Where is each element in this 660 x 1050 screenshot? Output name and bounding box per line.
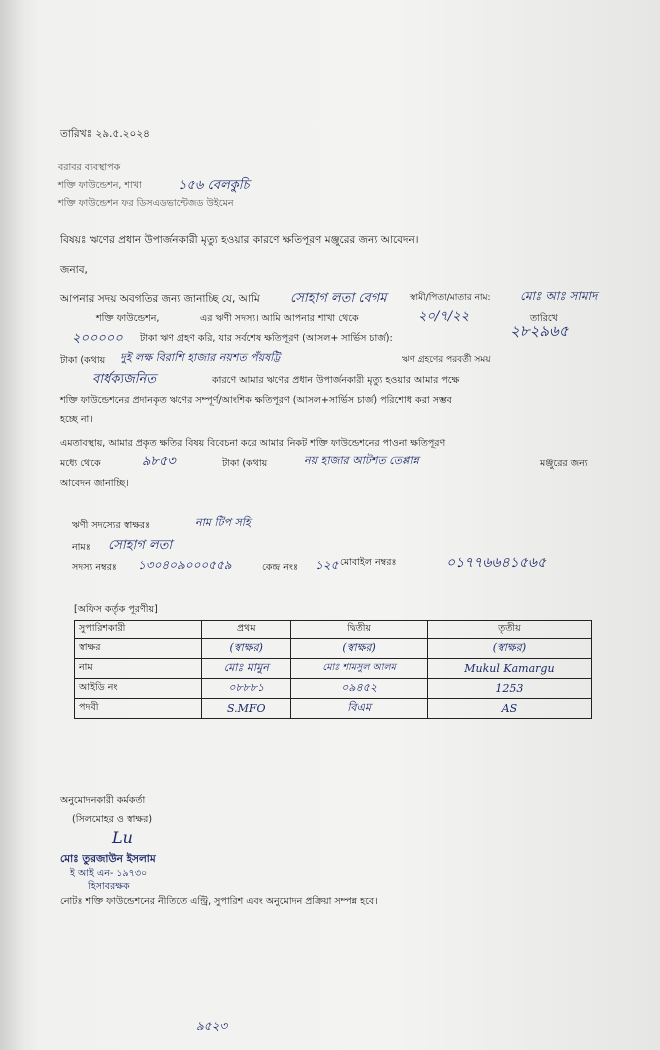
salutation: জনাব, — [60, 264, 88, 276]
id-cell: ০৮৮৮১ — [202, 679, 291, 699]
table-row — [75, 699, 592, 719]
body-text: শক্তি ফাউন্ডেশন, — [96, 313, 160, 324]
footer-note: নোটঃ শক্তি ফাউন্ডেশনের নীতিতে এন্ট্রি, সুপারিশ এবং অনুমোদন প্রক্রিয়া সম্পন্ন হবে। — [60, 896, 378, 907]
id-cell: 1253 — [427, 679, 591, 699]
body-text: আপনার সদয় অবগতির জন্য জানাচ্ছি যে, আমি — [60, 293, 260, 305]
loan-amount-hw: ২০০০০০ — [72, 331, 123, 346]
approver-label: অনুমোদনকারী কর্মকর্তা — [60, 795, 146, 806]
center-no-hw: ১২৫ — [315, 558, 339, 572]
table-row — [75, 639, 592, 659]
reason-hw: বার্ধক্যজনিত — [92, 372, 157, 387]
to-line-1: বরাবর ব্যবস্থাপক — [58, 162, 121, 173]
mobile-hw: ০১৭৭৬৬৪১৫৬৫ — [446, 555, 547, 571]
body-text: হচ্ছে না। — [60, 414, 93, 425]
para2-mid: টাকা (কথায় — [222, 458, 268, 469]
para2-pre: মধ্যে থেকে — [60, 458, 101, 469]
signature-cell: (স্বাক্ষর) — [427, 639, 591, 659]
designation-cell: S.MFO — [202, 699, 291, 719]
mobile-label: মোবাইল নম্বরঃ — [340, 557, 397, 568]
member-name-label: নামঃ — [72, 542, 91, 553]
stamp-name: মোঃ তুরজাউন ইসলাম — [60, 853, 156, 865]
para2-line-1: এমতাবস্থায়, আমার প্রকৃত ক্ষতির বিষয় বিবেচনা করে আমার নিকট শক্তি ফাউন্ডেশনের পাওনা ক্ষতিপূরণ — [60, 438, 446, 449]
row-label: পদবী — [75, 699, 202, 719]
claim-words-hw: নয় হাজার আটশত তেপ্পান্ন — [304, 454, 419, 467]
designation-cell: AS — [427, 699, 591, 719]
total-due-hw: ২৮২৯৬৫ — [510, 322, 569, 340]
husband-name-hw: মোঃ আঃ সামাদ — [520, 289, 598, 303]
id-cell: ০৯৪৫২ — [291, 679, 427, 699]
stamp-role: হিসাবরক্ষক — [88, 881, 130, 892]
body-text: টাকা ঋণ গ্রহণ করি, যার সর্বশেষ ক্ষতিপূরণ (আসল+ সার্ভিস চার্জ): — [140, 333, 393, 344]
body-text: কারণে আমার ঋণের প্রধান উপার্জনকারী মৃত্যু হওয়ার আমার পক্ষে — [212, 375, 460, 386]
member-no-label: সদস্য নম্বরঃ — [72, 562, 117, 573]
row-label: নাম — [75, 659, 202, 679]
member-name-hw: সোহাগ লতা — [108, 538, 173, 553]
body-text: এর ঋণী সদস্য। আমি আপনার শাখা থেকে — [200, 313, 359, 324]
row-label: আইডি নং — [75, 679, 202, 699]
member-no-hw: ১৩০৪০৯০০০৫৫৯ — [138, 558, 232, 572]
member-sign-label: ঋণী সদস্যের স্বাক্ষরঃ — [72, 520, 151, 531]
approver-initials: Lu — [112, 828, 133, 847]
name-cell: মোঃ শামসুল আলম — [291, 659, 427, 679]
approver-sub: (সিলমোহর ও স্বাক্ষর) — [72, 814, 153, 825]
table-header-cell: তৃতীয় — [427, 621, 591, 639]
office-use-label: [অফিস কর্তৃক পূরণীয়] — [74, 604, 158, 615]
row-label: স্বাক্ষর — [75, 639, 202, 659]
signature-cell: (স্বাক্ষর) — [291, 639, 427, 659]
table-row — [75, 659, 592, 679]
body-text: তারিখে — [530, 313, 558, 324]
table-header-row — [75, 621, 592, 639]
amount-words-hw: দুই লক্ষ বিরাশি হাজার নয়শত পঁয়ষট্টি — [120, 351, 281, 364]
table-header-cell: প্রথম — [202, 621, 291, 639]
subject-line: বিষয়ঃ ঋণের প্রধান উপার্জনকারী মৃত্যু হওয়ার কারণে ক্ষতিপূরণ মঞ্জুরের জন্য আবেদন। — [60, 234, 419, 246]
table-header-cell: দ্বিতীয় — [291, 621, 427, 639]
applicant-name-hw: সোহাগ লতা বেগম — [290, 291, 387, 306]
para2-post: মঞ্জুরের জন্য — [540, 458, 588, 469]
signature-cell: (স্বাক্ষর) — [202, 639, 291, 659]
date-line: তারিখঃ ২৯.৫.২০২৪ — [60, 128, 150, 140]
to-line-2: শক্তি ফাউন্ডেশন, শাখা — [58, 180, 142, 191]
scan-shadow — [0, 0, 26, 1050]
center-no-label: কেন্দ্র নংঃ — [262, 562, 299, 573]
to-line-3: শক্তি ফাউন্ডেশন ফর ডিসএডভান্টেজড উইমেন — [58, 198, 234, 209]
body-text: শক্তি ফাউন্ডেশনের প্রদানকৃত ঋণের সম্পূর্ণ/আংশিক ক্ষতিপূরণ (আসল+সার্ভিস চার্জ) পরিশোধ করা সম্ভব — [60, 395, 452, 406]
office-signature-table — [74, 620, 592, 719]
para2-line-3: আবেদন জানাচ্ছি। — [60, 478, 129, 489]
table-row — [75, 679, 592, 699]
claim-amount-hw: ৯৮৫৩ — [142, 454, 176, 469]
body-text: স্বামী/পিতা/মাতার নাম: — [410, 293, 491, 303]
name-cell: Mukul Kamargu — [427, 659, 591, 679]
branch-handwritten: ১৫৬ বেলকুচি — [178, 178, 250, 193]
body-text: ঋণ গ্রহণের পরবর্তী সময় — [402, 355, 491, 365]
name-cell: মোঃ মামুন — [202, 659, 291, 679]
body-text: টাকা (কথায় — [60, 355, 106, 366]
designation-cell: বিএম — [291, 699, 427, 719]
table-header-cell: সুপারিশকারী — [75, 621, 202, 639]
stamp-id: ই আই এন- ১৯৭৩০ — [70, 868, 148, 879]
body-line-1 — [60, 293, 260, 306]
loan-date-hw: ২০/৭/২২ — [418, 309, 470, 324]
page-number: ৯৫২৩ — [196, 1019, 228, 1033]
member-sign-hw: নাম টিপ সহি — [195, 516, 251, 529]
